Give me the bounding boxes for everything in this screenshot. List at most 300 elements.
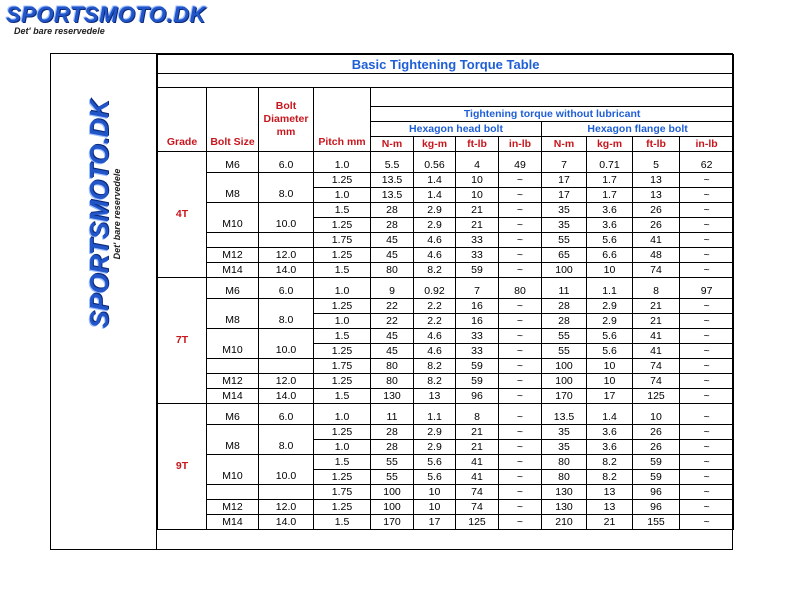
torque-value-cell: 41 [456,455,499,470]
table-row [158,158,734,173]
torque-value-cell: ~ [680,263,734,278]
table-row [158,389,734,404]
table-row [158,455,734,470]
torque-value-cell: 210 [542,515,587,530]
torque-value-cell: 28 [371,425,414,440]
pitch-cell: 1.25 [314,470,371,485]
header-torque-group: Tightening torque without lubricant [371,107,734,122]
torque-value-cell: 13.5 [371,173,414,188]
bolt-diameter-cell [259,455,314,470]
table-row [158,218,734,233]
torque-value-cell: 45 [371,329,414,344]
torque-value-cell: 10 [587,359,633,374]
table-row [158,263,734,278]
torque-value-cell: 2.9 [414,425,456,440]
torque-value-cell: 33 [456,344,499,359]
torque-value-cell: 48 [633,248,680,263]
torque-value-cell: 2.9 [414,218,456,233]
torque-value-cell: 21 [456,218,499,233]
torque-value-cell: 28 [542,299,587,314]
torque-value-cell: 80 [371,374,414,389]
torque-value-cell: ~ [680,500,734,515]
torque-value-cell: 35 [542,425,587,440]
torque-value-cell: 16 [456,299,499,314]
torque-value-cell: ~ [499,218,542,233]
bolt-size-cell [207,359,259,374]
header-unit: kg-m [587,137,633,152]
bolt-size-cell: M14 [207,263,259,278]
torque-value-cell: 5.6 [587,329,633,344]
torque-value-cell: ~ [680,299,734,314]
pitch-cell: 1.25 [314,344,371,359]
document-frame [50,53,733,550]
bolt-diameter-cell: 10.0 [259,344,314,359]
torque-value-cell: 4.6 [414,233,456,248]
bolt-size-cell: M8 [207,188,259,203]
bolt-diameter-cell [259,359,314,374]
torque-value-cell: 17 [414,515,456,530]
torque-value-cell: ~ [680,485,734,500]
torque-value-cell: ~ [680,425,734,440]
bolt-size-cell: M10 [207,344,259,359]
bolt-size-cell [207,203,259,218]
torque-value-cell: ~ [499,263,542,278]
torque-value-cell: ~ [680,173,734,188]
pitch-cell: 1.75 [314,359,371,374]
table-row [158,485,734,500]
torque-value-cell: 2.9 [414,203,456,218]
torque-value-cell: 55 [542,329,587,344]
torque-value-cell: 28 [371,440,414,455]
bolt-diameter-cell: 8.0 [259,440,314,455]
torque-value-cell: ~ [499,440,542,455]
torque-value-cell: 5.5 [371,158,414,173]
bolt-diameter-cell: 12.0 [259,500,314,515]
torque-value-cell: 8.2 [587,470,633,485]
torque-value-cell: 1.7 [587,173,633,188]
torque-value-cell: 96 [633,485,680,500]
torque-value-cell: 10 [633,410,680,425]
torque-value-cell: 17 [587,389,633,404]
torque-value-cell: 21 [587,515,633,530]
torque-value-cell: ~ [680,314,734,329]
torque-value-cell: 130 [371,389,414,404]
torque-value-cell: ~ [680,455,734,470]
table-row [158,248,734,263]
table-row [158,329,734,344]
torque-value-cell: 80 [371,359,414,374]
bolt-diameter-cell: 6.0 [259,284,314,299]
pitch-cell: 1.0 [314,158,371,173]
torque-value-cell: 26 [633,440,680,455]
torque-value-cell: 96 [456,389,499,404]
torque-value-cell: 49 [499,158,542,173]
bolt-diameter-cell: 12.0 [259,374,314,389]
header-unit: ft-lb [633,137,680,152]
torque-value-cell: ~ [680,515,734,530]
torque-value-cell: ~ [499,203,542,218]
torque-value-cell: 1.7 [587,188,633,203]
torque-value-cell: 8.2 [587,455,633,470]
torque-value-cell: 5.6 [587,344,633,359]
torque-value-cell: 17 [542,188,587,203]
torque-value-cell: 0.56 [414,158,456,173]
torque-value-cell: 59 [456,374,499,389]
torque-value-cell: 13 [587,485,633,500]
torque-value-cell: 45 [371,344,414,359]
torque-value-cell: 74 [456,500,499,515]
torque-value-cell: 2.2 [414,299,456,314]
torque-value-cell: 10 [414,500,456,515]
torque-value-cell: ~ [499,470,542,485]
torque-value-cell: 8.2 [414,374,456,389]
header-unit: kg-m [414,137,456,152]
torque-value-cell: 8 [633,284,680,299]
torque-value-cell: 7 [542,158,587,173]
torque-value-cell: 26 [633,203,680,218]
sidebar-logo [86,100,122,329]
logo-tagline: Det' bare reservedele [14,26,105,36]
torque-value-cell: 41 [633,344,680,359]
bolt-diameter-cell [259,329,314,344]
torque-value-cell: ~ [680,359,734,374]
torque-value-cell: 10 [414,485,456,500]
torque-value-cell: 45 [371,248,414,263]
torque-value-cell: 3.6 [587,203,633,218]
pitch-cell: 1.0 [314,284,371,299]
pitch-cell: 1.5 [314,389,371,404]
torque-value-cell: 41 [633,233,680,248]
torque-value-cell: 170 [542,389,587,404]
bolt-diameter-cell: 12.0 [259,248,314,263]
torque-value-cell: 3.6 [587,440,633,455]
table-row [158,425,734,440]
header-bolt-size: Bolt Size [207,88,259,152]
torque-value-cell: ~ [680,218,734,233]
table-row [158,299,734,314]
bolt-diameter-cell: 10.0 [259,470,314,485]
torque-value-cell: ~ [499,374,542,389]
torque-value-cell: 80 [499,284,542,299]
torque-value-cell: 9 [371,284,414,299]
torque-value-cell: 21 [633,299,680,314]
table-row [158,515,734,530]
table-row [158,470,734,485]
torque-value-cell: ~ [499,188,542,203]
torque-value-cell: ~ [499,410,542,425]
torque-value-cell: 74 [456,485,499,500]
table-row [158,344,734,359]
torque-value-cell: ~ [680,440,734,455]
torque-value-cell: 45 [371,233,414,248]
torque-value-cell: ~ [499,314,542,329]
torque-value-cell: 8.2 [414,359,456,374]
torque-value-cell: 41 [456,470,499,485]
table-row [158,374,734,389]
torque-value-cell: ~ [499,344,542,359]
torque-value-cell: 59 [456,263,499,278]
pitch-cell: 1.25 [314,299,371,314]
bolt-diameter-cell [259,233,314,248]
torque-value-cell: 100 [542,359,587,374]
table-row [158,500,734,515]
logo-brand-text: SPORTSMOTO.DK [6,2,207,27]
pitch-cell: 1.0 [314,440,371,455]
torque-value-cell: ~ [680,188,734,203]
torque-value-cell: 62 [680,158,734,173]
torque-value-cell: 28 [542,314,587,329]
header-unit: in-lb [499,137,542,152]
torque-value-cell: 100 [371,500,414,515]
torque-value-cell: 80 [371,263,414,278]
torque-value-cell: 5 [633,158,680,173]
torque-value-cell: 74 [633,263,680,278]
torque-value-cell: ~ [499,485,542,500]
torque-value-cell: 41 [633,329,680,344]
torque-value-cell: 80 [542,455,587,470]
torque-value-cell: 59 [633,470,680,485]
bolt-diameter-cell [259,425,314,440]
bolt-diameter-cell: 8.0 [259,314,314,329]
bolt-size-cell [207,455,259,470]
bolt-diameter-cell: 14.0 [259,263,314,278]
torque-value-cell: 96 [633,500,680,515]
torque-value-cell: 74 [633,359,680,374]
table-row [158,314,734,329]
pitch-cell: 1.5 [314,329,371,344]
bolt-size-cell: M6 [207,284,259,299]
pitch-cell: 1.5 [314,263,371,278]
pitch-cell: 1.25 [314,173,371,188]
table-row [158,284,734,299]
torque-value-cell: 33 [456,248,499,263]
torque-value-cell: ~ [680,233,734,248]
table-title: Basic Tightening Torque Table [158,55,734,74]
torque-value-cell: 13 [414,389,456,404]
torque-value-cell: 1.4 [414,188,456,203]
bolt-size-cell [207,485,259,500]
torque-value-cell: 4.6 [414,329,456,344]
torque-value-cell: 155 [633,515,680,530]
torque-value-cell: 130 [542,500,587,515]
torque-value-cell: 13.5 [542,410,587,425]
bolt-diameter-cell [259,173,314,188]
torque-value-cell: 130 [542,485,587,500]
bolt-diameter-cell: 14.0 [259,515,314,530]
top-logo [6,4,206,36]
table-row [158,188,734,203]
pitch-cell: 1.75 [314,485,371,500]
torque-value-cell: 3.6 [587,218,633,233]
torque-value-cell: ~ [680,248,734,263]
torque-table [157,54,734,530]
torque-value-cell: 6.6 [587,248,633,263]
torque-value-cell: ~ [499,173,542,188]
bolt-size-cell: M12 [207,500,259,515]
bolt-size-cell [207,299,259,314]
torque-value-cell: 28 [371,203,414,218]
bolt-size-cell [207,425,259,440]
table-row [158,410,734,425]
torque-value-cell: 80 [542,470,587,485]
torque-value-cell: 13 [633,173,680,188]
bolt-size-cell [207,329,259,344]
torque-value-cell: 4 [456,158,499,173]
pitch-cell: 1.25 [314,248,371,263]
bolt-size-cell: M12 [207,248,259,263]
torque-value-cell: 1.1 [587,284,633,299]
torque-value-cell: 170 [371,515,414,530]
torque-value-cell: 11 [542,284,587,299]
torque-value-cell: 10 [456,188,499,203]
torque-value-cell: ~ [680,329,734,344]
bolt-size-cell: M14 [207,515,259,530]
torque-value-cell: ~ [680,203,734,218]
torque-value-cell: 59 [633,455,680,470]
bolt-diameter-cell [259,485,314,500]
torque-value-cell: 100 [542,374,587,389]
bolt-size-cell: M12 [207,374,259,389]
torque-value-cell: 74 [633,374,680,389]
bolt-diameter-cell: 10.0 [259,218,314,233]
pitch-cell: 1.25 [314,425,371,440]
torque-value-cell: 2.9 [414,440,456,455]
torque-value-cell: 21 [456,203,499,218]
torque-value-cell: 0.71 [587,158,633,173]
torque-value-cell: 11 [371,410,414,425]
torque-value-cell: 8 [456,410,499,425]
header-unit: N-m [542,137,587,152]
header-unit: in-lb [680,137,734,152]
torque-value-cell: 35 [542,440,587,455]
torque-value-cell: 26 [633,218,680,233]
torque-value-cell: ~ [680,374,734,389]
bolt-diameter-cell: 8.0 [259,188,314,203]
torque-value-cell: 125 [456,515,499,530]
torque-value-cell: 5.6 [414,470,456,485]
pitch-cell: 1.0 [314,314,371,329]
header-hexagon-head: Hexagon head bolt [371,122,542,137]
torque-value-cell: 33 [456,329,499,344]
torque-value-cell: ~ [499,389,542,404]
header-grade: Grade [158,88,207,152]
torque-value-cell: 4.6 [414,344,456,359]
bolt-size-cell: M8 [207,440,259,455]
torque-value-cell: ~ [680,344,734,359]
pitch-cell: 1.5 [314,515,371,530]
bolt-size-cell: M6 [207,158,259,173]
torque-value-cell: 10 [587,263,633,278]
torque-value-cell: 13.5 [371,188,414,203]
torque-value-cell: ~ [499,425,542,440]
torque-value-cell: 35 [542,218,587,233]
grade-cell: 4T [158,152,207,278]
torque-value-cell: ~ [499,329,542,344]
torque-value-cell: 16 [456,314,499,329]
bolt-size-cell: M10 [207,218,259,233]
torque-value-cell: 33 [456,233,499,248]
pitch-cell: 1.25 [314,218,371,233]
torque-value-cell: 2.9 [587,299,633,314]
header-unit: N-m [371,137,414,152]
torque-value-cell: 5.6 [414,455,456,470]
torque-value-cell: 13 [587,500,633,515]
header-hexagon-flange: Hexagon flange bolt [542,122,734,137]
bolt-size-cell: M10 [207,470,259,485]
bolt-diameter-cell: 6.0 [259,410,314,425]
torque-value-cell: 55 [371,470,414,485]
blank-row [158,74,734,88]
bolt-size-cell: M14 [207,389,259,404]
table-row [158,440,734,455]
torque-value-cell: ~ [680,410,734,425]
torque-value-cell: ~ [499,359,542,374]
torque-value-cell: 1.4 [587,410,633,425]
torque-value-cell: ~ [499,248,542,263]
torque-value-cell: ~ [499,299,542,314]
torque-value-cell: 5.6 [587,233,633,248]
torque-value-cell: 2.9 [587,314,633,329]
sidebar-logo-brand: SPORTSMOTO.DK [84,99,114,329]
torque-value-cell: 100 [371,485,414,500]
torque-value-cell: 10 [587,374,633,389]
sidebar [51,54,157,549]
pitch-cell: 1.5 [314,455,371,470]
torque-value-cell: 10 [456,173,499,188]
torque-value-cell: 22 [371,299,414,314]
table-row [158,203,734,218]
torque-value-cell: ~ [499,500,542,515]
pitch-cell: 1.75 [314,233,371,248]
torque-value-cell: 21 [456,440,499,455]
bolt-size-cell [207,173,259,188]
bolt-diameter-cell [259,203,314,218]
torque-value-cell: 65 [542,248,587,263]
torque-value-cell: 7 [456,284,499,299]
bolt-diameter-cell [259,299,314,314]
torque-value-cell: 26 [633,425,680,440]
torque-value-cell: 21 [456,425,499,440]
torque-value-cell: 28 [371,218,414,233]
pitch-cell: 1.0 [314,410,371,425]
bolt-size-cell [207,233,259,248]
header-bolt-diameter: Bolt Diameter mm [259,88,314,152]
sidebar-logo-tagline: Det' bare reservedele [112,168,122,260]
torque-value-cell: 3.6 [587,425,633,440]
torque-value-cell: ~ [499,233,542,248]
torque-value-cell: 55 [371,455,414,470]
torque-value-cell: 0.92 [414,284,456,299]
torque-value-cell: 100 [542,263,587,278]
torque-value-cell: ~ [499,515,542,530]
torque-value-cell: ~ [680,470,734,485]
torque-value-cell: 4.6 [414,248,456,263]
torque-value-cell: ~ [680,389,734,404]
pitch-cell: 1.25 [314,374,371,389]
torque-value-cell: 13 [633,188,680,203]
torque-value-cell: 21 [633,314,680,329]
torque-value-cell: 59 [456,359,499,374]
torque-value-cell: ~ [499,455,542,470]
bolt-size-cell: M8 [207,314,259,329]
table-row [158,359,734,374]
torque-value-cell: 1.4 [414,173,456,188]
torque-value-cell: 1.1 [414,410,456,425]
torque-value-cell: 125 [633,389,680,404]
torque-value-cell: 97 [680,284,734,299]
grade-cell: 9T [158,404,207,530]
pitch-cell: 1.25 [314,500,371,515]
